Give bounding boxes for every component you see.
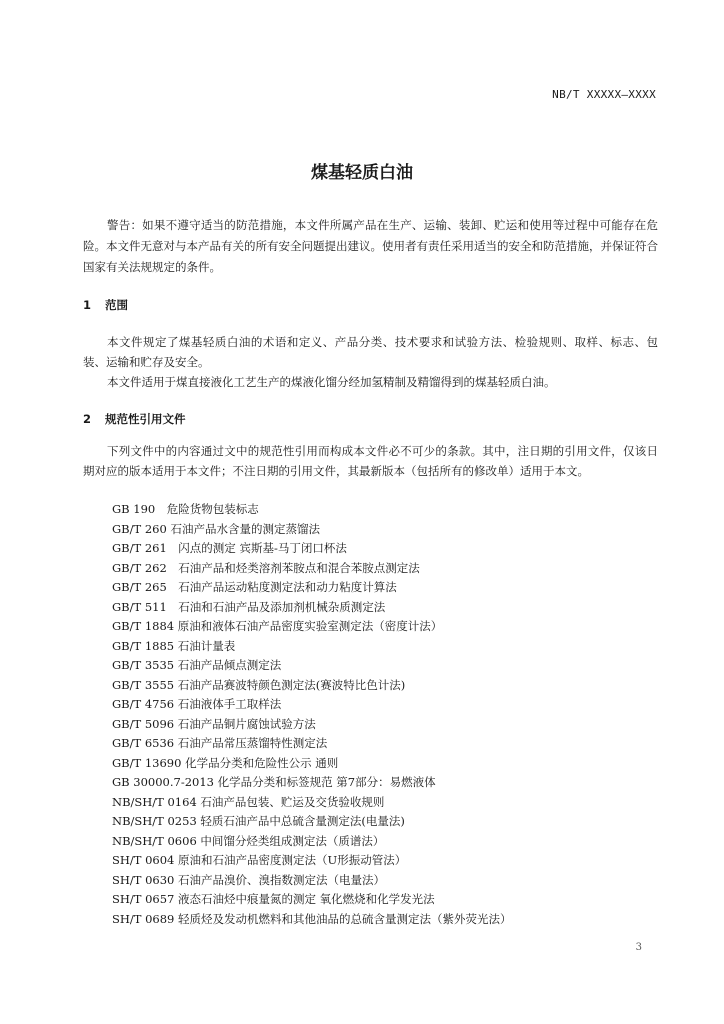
- reference-item: SH/T 0657 液态石油烃中痕量氮的测定 氧化燃烧和化学发光法: [112, 892, 435, 906]
- reference-item: GB/T 3555 石油产品赛波特颜色测定法(赛波特比色计法): [112, 677, 406, 692]
- section-2-heading: [83, 411, 186, 427]
- document-title: 煤基轻质白油: [311, 163, 413, 183]
- reference-item: GB/T 6536 石油产品常压蒸馏特性测定法: [112, 736, 328, 750]
- reference-item: GB/T 265 石油产品运动粘度测定法和动力粘度计算法: [112, 580, 397, 594]
- reference-item: GB/T 4756 石油液体手工取样法: [112, 697, 282, 711]
- section-number: 1: [83, 298, 92, 312]
- reference-item: GB/T 13690 化学品分类和危险性公示 通则: [112, 755, 339, 770]
- reference-item: NB/SH/T 0606 中间馏分烃类组成测定法（质谱法）: [112, 833, 385, 848]
- reference-item: GB 190 危险货物包装标志: [112, 502, 259, 516]
- reference-item: GB 30000.7-2013 化学品分类和标签规范 第7部分：易燃液体: [112, 775, 436, 789]
- reference-item: GB/T 260 石油产品水含量的测定蒸馏法: [112, 521, 320, 536]
- scope-paragraph-2: 本文件适用于煤直接液化工艺生产的煤液化馏分经加氢精制及精馏得到的煤基轻质白油。: [107, 375, 556, 389]
- scope-paragraph-1: 本文件规定了煤基轻质白油的术语和定义、产品分类、技术要求和试验方法、检验规则、取样、标志、包装、运输和贮存及安全。: [83, 335, 658, 369]
- reference-item: GB/T 261 闪点的测定 宾斯基-马丁闭口杯法: [112, 541, 347, 555]
- section-1-heading: [83, 297, 128, 313]
- reference-item: NB/SH/T 0164 石油产品包装、贮运及交货验收规则: [112, 794, 385, 809]
- reference-item: GB/T 1884 原油和液体石油产品密度实验室测定法（密度计法）: [112, 619, 443, 633]
- reference-item: NB/SH/T 0253 轻质石油产品中总硫含量测定法(电量法): [112, 814, 405, 828]
- reference-item: SH/T 0630 石油产品溴价、溴指数测定法（电量法）: [112, 872, 386, 887]
- reference-item: GB/T 1885 石油计量表: [112, 638, 236, 653]
- section-number: 2: [83, 412, 92, 426]
- page-number: 3: [635, 942, 642, 953]
- reference-item: GB/T 3535 石油产品倾点测定法: [112, 658, 282, 672]
- reference-item: GB/T 262 石油产品和烃类溶剂苯胺点和混合苯胺点测定法: [112, 560, 420, 575]
- reference-item: SH/T 0604 原油和石油产品密度测定法（U形振动管法）: [112, 853, 407, 867]
- reference-item: GB/T 511 石油和石油产品及添加剂机械杂质测定法: [112, 599, 386, 614]
- reference-item: SH/T 0689 轻质烃及发动机燃料和其他油品的总硫含量测定法（紫外荧光法）: [112, 911, 512, 926]
- normative-references-intro: 下列文件中的内容通过文中的规范性引用而构成本文件必不可少的条款。其中，注日期的引用文件，仅该日期对应的版本适用于本文件；不注日期的引用文件，其最新版本（包括所有的修改单）适用于本文。: [83, 444, 658, 478]
- section-title: 规范性引用文件: [105, 412, 186, 426]
- standard-code: NB/T XXXXX—XXXX: [552, 88, 656, 101]
- reference-list: [112, 500, 672, 929]
- warning-paragraph: 警告：如果不遵守适当的防范措施，本文件所属产品在生产、运输、装卸、贮运和使用等过程中可能存在危险。本文件无意对与本产品有关的所有安全问题提出建议。使用者有责任采用适当的安全和防范措施，并保证符合国家有关法规规定的条件。: [83, 218, 658, 274]
- reference-item: GB/T 5096 石油产品铜片腐蚀试验方法: [112, 716, 316, 731]
- section-title: 范围: [105, 298, 128, 312]
